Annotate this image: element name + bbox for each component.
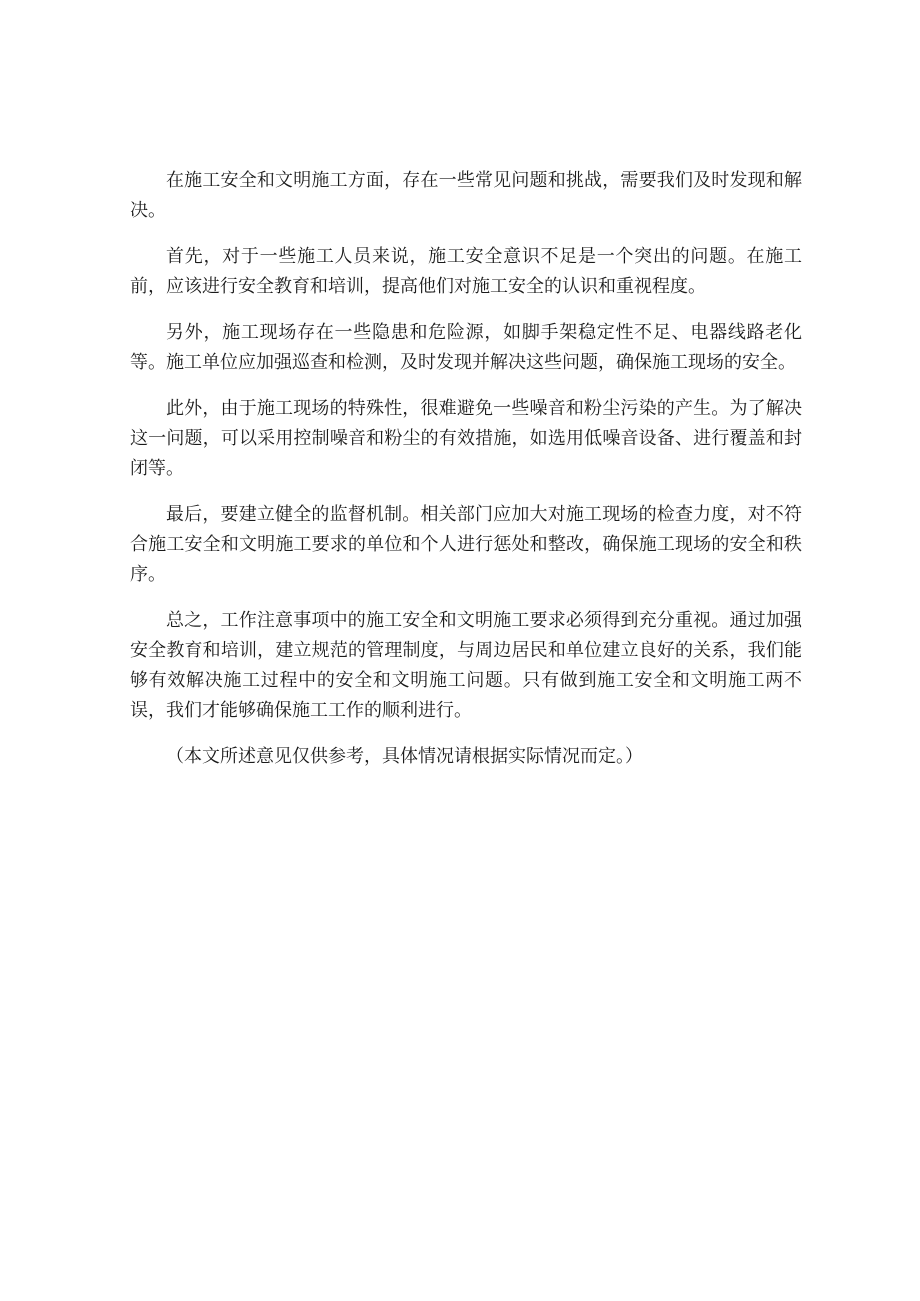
paragraph-conclusion: 总之，工作注意事项中的施工安全和文明施工要求必须得到充分重视。通过加强安全教育和培训，建立规范的管理制度，与周边居民和单位建立良好的关系，我们能够有效解决施工过程中的安全和文明施工问题。只有做到施工安全和文明施工两不误，我们才能够确保施工工作的顺利进行。 — [130, 610, 802, 721]
paragraph-finally: 最后，要建立健全的监督机制。相关部门应加大对施工现场的检查力度，对不符合施工安全和文明施工要求的单位和个人进行惩处和整改，确保施工现场的安全和秩序。 — [130, 504, 802, 585]
paragraph-first: 首先，对于一些施工人员来说，施工安全意识不足是一个突出的问题。在施工前，应该进行安全教育和培训，提高他们对施工安全的认识和重视程度。 — [130, 246, 802, 297]
paragraph-moreover: 此外，由于施工现场的特殊性，很难避免一些噪音和粉尘污染的产生。为了解决这一问题，可以采用控制噪音和粉尘的有效措施，如选用低噪音设备、进行覆盖和封闭等。 — [130, 398, 802, 479]
paragraph-intro: 在施工安全和文明施工方面，存在一些常见问题和挑战，需要我们及时发现和解决。 — [130, 170, 802, 221]
paragraph-besides: 另外，施工现场存在一些隐患和危险源，如脚手架稳定性不足、电器线路老化等。施工单位应加强巡查和检测，及时发现并解决这些问题，确保施工现场的安全。 — [130, 322, 802, 373]
document-body — [130, 166, 802, 772]
disclaimer-note: （本文所述意见仅供参考，具体情况请根据实际情况而定。） — [166, 746, 643, 767]
